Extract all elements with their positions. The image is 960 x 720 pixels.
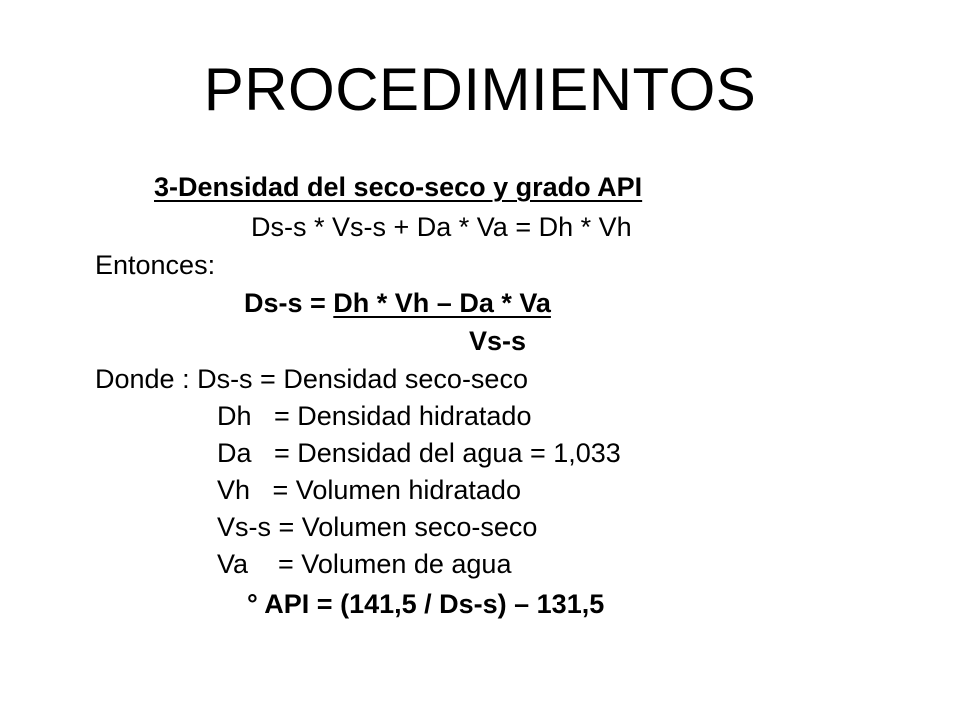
formula-denominator: Vs-s	[469, 326, 527, 356]
slide-title: PROCEDIMIENTOS	[203, 56, 757, 123]
formula-numerator: Dh * Vh – Da * Va	[333, 288, 551, 318]
formula-numerator-line	[244, 285, 551, 321]
formula-lhs: Ds-s =	[244, 288, 334, 318]
definition-va: Va = Volumen de agua	[217, 549, 512, 579]
api-formula: ° API = (141,5 / Ds-s) – 131,5	[247, 589, 605, 619]
definition-vh: Vh = Volumen hidratado	[217, 475, 521, 505]
definition-ds-s: Donde : Ds-s = Densidad seco-seco	[95, 364, 528, 394]
then-label: Entonces:	[95, 250, 216, 280]
definition-dh: Dh = Densidad hidratado	[217, 401, 532, 431]
definition-vs-s: Vs-s = Volumen seco-seco	[217, 512, 538, 542]
balance-equation: Ds-s * Vs-s + Da * Va = Dh * Vh	[251, 212, 632, 242]
section-heading: 3-Densidad del seco-seco y grado API	[154, 172, 643, 202]
definition-da: Da = Densidad del agua = 1,033	[217, 438, 621, 468]
